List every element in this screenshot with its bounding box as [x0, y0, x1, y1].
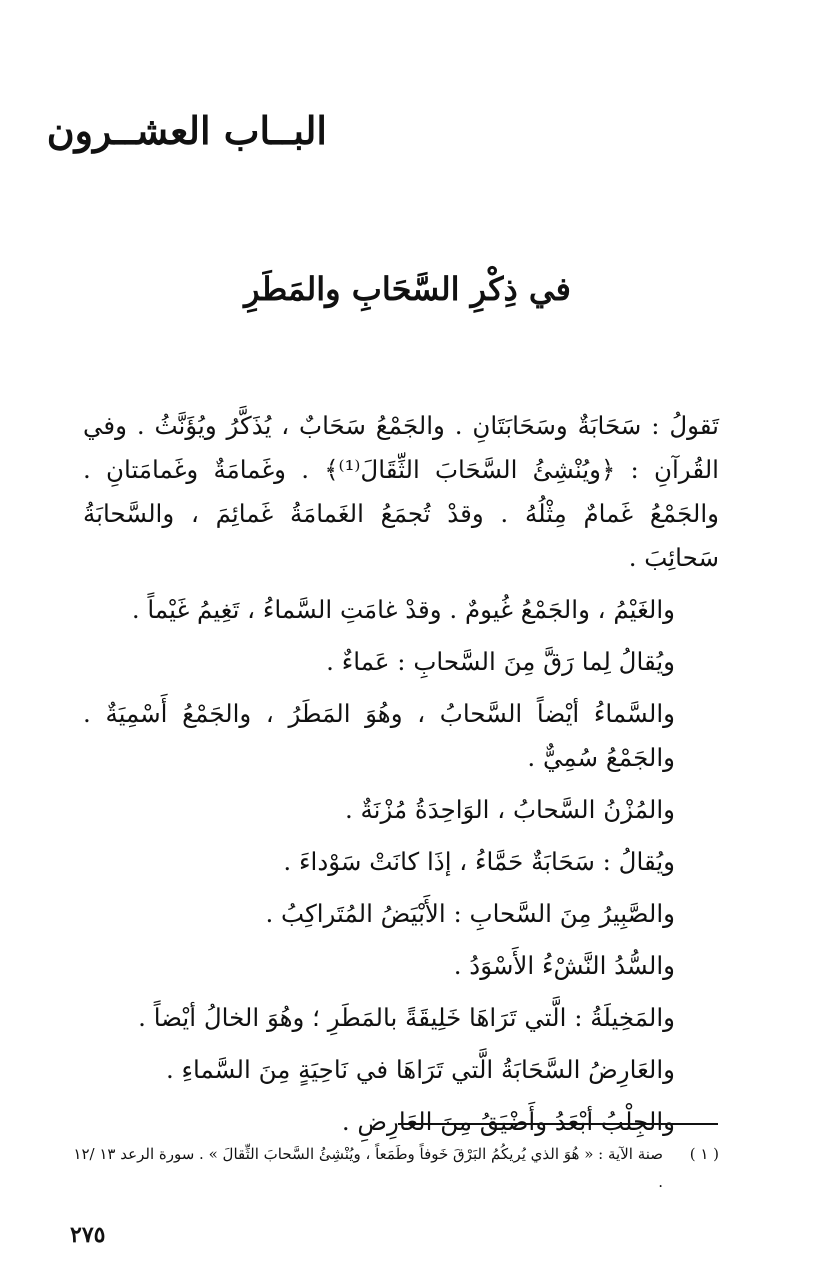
- entry-paragraph: والصَّبِيرُ مِنَ السَّحابِ : الأَبْيَضُ المُتَراكِبُ .: [265, 899, 675, 928]
- page-number: ٢٧٥: [70, 1222, 106, 1248]
- entry-paragraph: والعَارِضُ السَّحَابَةُ الَّتي تَرَاهَا في نَاحِيَةٍ مِنَ السَّماءِ .: [165, 1055, 675, 1084]
- entry-paragraph: والجِلْبُ أبْعَدُ وأَضْيَقُ مِنَ العَارِضِ .: [341, 1107, 675, 1136]
- entry-paragraph: ويُقالُ : سَحَابَةٌ حَمَّاءُ ، إذَا كانَتْ سَوْداءَ .: [283, 847, 675, 876]
- footnote-text: صنة الآية : « هُوَ الذي يُريكُمُ البَرْقَ خَوفاً وطَمَعاً ، ويُنْشِئُ السَّحابَ الثِّقالَ » . سورة الرعد ١٣ /١٢ .: [73, 1145, 663, 1191]
- entry-paragraph: والسُّدُ النَّشْءُ الأَسْوَدُ .: [453, 951, 675, 980]
- intro-paragraph: تَقولُ : سَحَابَةٌ وسَحَابَتَانِ . والجَمْعُ سَحَابٌ ، يُذَكَّرُ ويُؤَنَّثُ . وفي القُرآنِ : ﴿ويُنْشِئُ السَّحَابَ الثِّقَالَ⁽¹⁾﴾ . وغَمامَةٌ وغَمامَتانِ . والجَمْعُ غَمامٌ مِثْلُهُ . وقدْ تُجمَعُ الغَمامَةُ غَمائِمَ ، والسَّحابَةُ سَحائِبَ .: [83, 411, 719, 572]
- entry-paragraph: والمُزْنُ السَّحابُ ، الوَاحِدَةُ مُزْنَةٌ .: [344, 795, 675, 824]
- entry-paragraph: والغَيْمُ ، والجَمْعُ غُيومٌ . وقدْ غامَتِ السَّماءُ ، تَغِيمُ غَيْماً .: [131, 595, 675, 624]
- chapter-title: البــاب العشــرون: [46, 108, 327, 153]
- body-text: [83, 404, 719, 1152]
- entry-paragraph: والسَّماءُ أيْضاً السَّحابُ ، وهُوَ المَطَرُ ، والجَمْعُ أَسْمِيَةٌ . والجَمْعُ سُمِيٌّ .: [83, 699, 675, 772]
- footnote-divider: [398, 1123, 718, 1125]
- footnote: [69, 1140, 719, 1196]
- section-title: في ذِكْرِ السَّحَابِ والمَطَرِ: [244, 270, 571, 308]
- entry-paragraph: ويُقالُ لِما رَقَّ مِنَ السَّحابِ : عَماءٌ .: [326, 647, 675, 676]
- entry-paragraph: والمَخِيلَةُ : الَّتي تَرَاهَا خَلِيقَةً بالمَطَرِ ؛ وهُوَ الخالُ أيْضاً .: [138, 1003, 675, 1032]
- footnote-number: ( ١ ): [689, 1145, 719, 1163]
